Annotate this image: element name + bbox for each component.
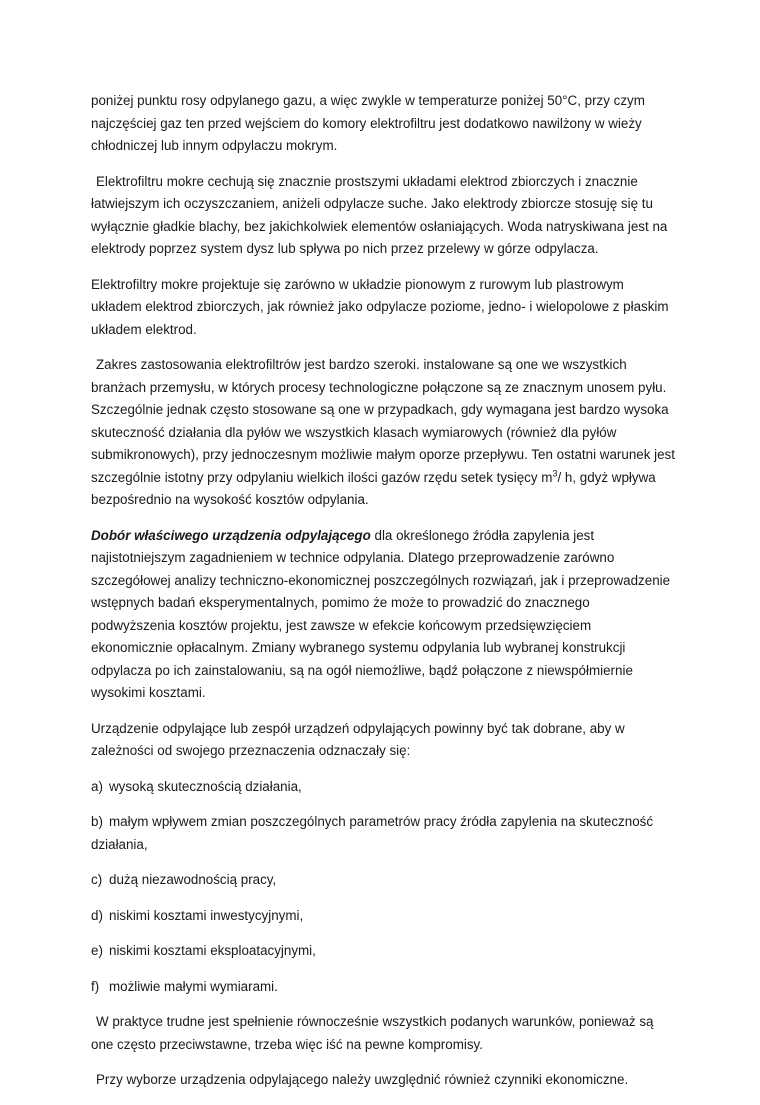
list-marker: e) xyxy=(91,943,103,958)
paragraph-wet-design: Elektrofiltry mokre projektuje się zarówno w układzie pionowym z rurowym lub plastrowym układem elektrod zbiorczych, jak również jako odpylacze poziome, jedno- i wielopolowe z płaskim układem elektrod. xyxy=(91,276,669,337)
list-marker: c) xyxy=(91,872,103,887)
paragraph-economic-factors: Przy wyborze urządzenia odpylającego należy uwzględnić również czynniki ekonomiczne. xyxy=(96,1072,629,1087)
list-item xyxy=(91,811,676,856)
list-marker: d) xyxy=(91,907,103,923)
list-item xyxy=(91,776,676,799)
paragraph-device-selection xyxy=(91,525,676,705)
paragraph-requirements-intro: Urządzenie odpylające lub zespół urządzeń odpylających powinny być tak dobrane, aby w zależności od swojego przeznaczenia odznaczały się: xyxy=(91,720,625,758)
paragraph-application-scope xyxy=(91,354,676,512)
list-item xyxy=(91,976,676,999)
selection-body: dla określonego źródła zapylenia jest najistotniejszym zagadnieniem w technice odpylania. Dlatego przeprowadzenie zarówno szczegółowej analizy techniczno-ekonomicznej poszczególnych rozwiązań, jak i przeprowadzenie wstępnych badań eksperymentalnych, pomimo że może to prowadzić do znacznego podwyższenia kosztów projektu, jest zawsze w efekcie końcowym przedsięwzięciem ekonomicznie opłacalnym. Zmiany wybranego systemu odpylania lub wybranej konstrukcji odpylacza po ich zainstalowaniu, są na ogół niemożliwe, bądź połączone z niewspółmiernie wysokimi kosztami. xyxy=(91,527,671,700)
application-scope-text: Zakres zastosowania elektrofiltrów jest bardzo szeroki. instalowane są one we wszystkich branżach przemysłu, w których procesy technologiczne połączone są ze znacznym unosem pyłu. Szczególnie jednak często stosowane są one w przypadkach, gdy wymagana jest bardzo wysoka skuteczność działania dla pyłów we wszystkich klasach wymiarowych (również dla pyłów submikronowych), przy jednoczesnym możliwie małym oporze przepływu. Ten ostatni warunek jest szczególnie istotny przy odpylaniu wielkich ilości gazów rzędu setek tysięcy m xyxy=(91,357,675,485)
list-text: dużą niezawodnością pracy, xyxy=(109,872,277,887)
list-text: możliwie małymi wymiarami. xyxy=(109,978,278,994)
superscript-cubic: 3 xyxy=(552,468,558,479)
list-text: niskimi kosztami inwestycyjnymi, xyxy=(109,907,304,923)
application-scope-end: / h, gdyż wpływa bezpośrednio na wysokość kosztów odpylania. xyxy=(91,469,656,507)
list-text: małym wpływem zmian poszczególnych parametrów pracy źródła zapylenia na skuteczność działania, xyxy=(91,814,654,852)
paragraph-dew-point: poniżej punktu rosy odpylanego gazu, a więc zwykle w temperaturze poniżej 50°C, przy czym najczęściej gaz ten przed wejściem do komory elektrofiltru jest dodatkowo nawilżony w wieży chłodniczej lub innym odpylaczu mokrym. xyxy=(91,93,645,153)
list-marker: f) xyxy=(91,978,100,994)
list-item xyxy=(91,869,676,892)
paragraph-compromises: W praktyce trudne jest spełnienie równocześnie wszystkich podanych warunków, ponieważ są one często przeciwstawne, trzeba więc iść na pewne kompromisy. xyxy=(91,1014,654,1052)
document-page xyxy=(91,90,676,1105)
selection-lead-phrase: Dobór właściwego urządzenia odpylającego xyxy=(91,527,371,543)
paragraph-wet-electrofilters: Elektrofiltru mokre cechują się znacznie prostszymi układami elektrod zbiorczych i znacznie łatwiejszym ich oczyszczaniem, aniżeli odpylacze suche. Jako elektrody zbiorcze stosuję się tu wyłącznie gładkie blachy, bez jakichkolwiek elementów osłaniających. Woda natryskiwana jest na elektrody poprzez system dysz lub spływa po nich przez przelewy w górze odpylacza. xyxy=(91,173,668,256)
list-marker: a) xyxy=(91,778,103,794)
list-item xyxy=(91,905,676,928)
list-text: niskimi kosztami eksploatacyjnymi, xyxy=(109,943,316,958)
list-marker: b) xyxy=(91,814,103,829)
list-item xyxy=(91,940,676,963)
list-text: wysoką skutecznością działania, xyxy=(109,778,302,794)
